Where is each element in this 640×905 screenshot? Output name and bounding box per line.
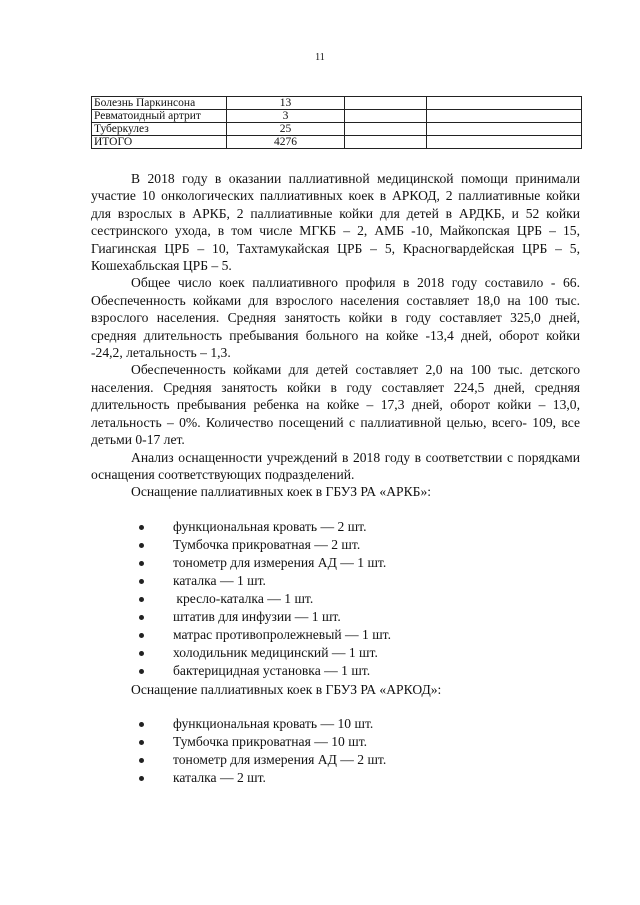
document-body — [91, 170, 580, 787]
list-item — [91, 590, 580, 608]
table-cell-empty — [427, 97, 582, 110]
paragraph-equipment-analysis: Анализ оснащенности учреждений в 2018 году в соответствии с порядками оснащения соответствующих подразделений. — [91, 449, 580, 482]
list-item — [91, 554, 580, 572]
table-cell-disease: Болезнь Паркинсона — [92, 97, 227, 110]
bullet-icon — [139, 615, 144, 620]
list-item-text: функциональная кровать — 2 шт. — [173, 518, 367, 534]
list-item-text: каталка — 2 шт. — [173, 770, 266, 786]
disease-table — [91, 96, 582, 149]
list-item — [91, 626, 580, 644]
bullet-icon — [139, 776, 144, 781]
table-cell-empty — [427, 110, 582, 123]
list-item — [91, 715, 580, 733]
bullet-icon — [139, 651, 144, 656]
list-item — [91, 608, 580, 626]
bullet-icon — [139, 597, 144, 602]
bullet-icon — [139, 633, 144, 638]
table-cell-total-value: 4276 — [227, 136, 345, 149]
equipment-list-arkb — [91, 518, 580, 681]
bullet-icon — [139, 740, 144, 745]
table-cell-empty — [427, 123, 582, 136]
list-item — [91, 536, 580, 554]
list-item-text: тонометр для измерения АД — 1 шт. — [173, 554, 387, 570]
table-cell-count: 25 — [227, 123, 345, 136]
page-number: 11 — [315, 52, 325, 63]
list-item-text: бактерицидная установка — 1 шт. — [173, 663, 371, 679]
table-row-total — [92, 136, 582, 149]
list-item — [91, 662, 580, 680]
bullet-icon — [139, 525, 144, 530]
list-item-text: тонометр для измерения АД — 2 шт. — [173, 752, 387, 768]
paragraph-participation: В 2018 году в оказании паллиативной медицинской помощи принимали участие 10 онкологических паллиативных коек в АРКОД, 2 паллиативные койки для взрослых в АРКБ, 2 паллиативные койки для детей в АРДКБ, и 52 койки сестринского ухода, в том числе МГКБ – 2, АМБ -10, Майкопская ЦРБ – 15, Гиагинская ЦРБ – 10, Тахтамукайская ЦРБ – 5, Красногвардейская ЦРБ – 5, Кошехабльская ЦРБ – 5. — [91, 171, 580, 274]
table-cell-disease: Ревматоидный артрит — [92, 110, 227, 123]
list-item — [91, 518, 580, 536]
list-item-text: Тумбочка прикроватная — 2 шт. — [173, 536, 361, 552]
bullet-icon — [139, 543, 144, 548]
table-cell-empty — [345, 110, 427, 123]
table-cell-empty — [345, 136, 427, 149]
list-item-text: штатив для инфузии — 1 шт. — [173, 609, 341, 625]
equipment-heading-arkb: Оснащение паллиативных коек в ГБУЗ РА «АРКБ»: — [131, 484, 432, 500]
list-item — [91, 572, 580, 590]
list-item-text: кресло-каталка — 1 шт. — [173, 591, 314, 607]
equipment-list-arkod — [91, 715, 580, 787]
list-item — [91, 733, 580, 751]
list-item-text: каталка — 1 шт. — [173, 573, 266, 588]
table-row — [92, 123, 582, 136]
bullet-icon — [139, 561, 144, 566]
bullet-icon — [139, 722, 144, 727]
list-item-text: холодильник медицинский — 1 шт. — [173, 645, 378, 661]
paragraph-adult-beds: Общее число коек паллиативного профиля в 2018 году составило - 66. Обеспеченность койками для взрослого населения составляет 18,0 на 100 тыс. взрослого населения. Средняя занятость койки в году составляет 325,0 дней, средняя длительность пребывания больного на койке -13,4 дней, оборот койки -24,2, летальность – 1,3. — [91, 275, 580, 361]
bullet-icon — [139, 579, 144, 584]
list-item-text: матрас противопролежневый — 1 шт. — [173, 627, 391, 643]
list-item — [91, 644, 580, 662]
list-item — [91, 769, 580, 787]
table-cell-disease: Туберкулез — [92, 123, 227, 136]
paragraph-child-beds: Обеспеченность койками для детей составляет 2,0 на 100 тыс. детского населения. Средняя занятость койки в году составляет 224,5 дней, средняя длительность пребывания ребенка на койке – 17,3 дней, оборот койки – 13,0, летальность – 0%. Количество посещений с паллиативной целью, всего- 109, все детьми 0-17 лет. — [91, 362, 580, 448]
table-cell-total-label: ИТОГО — [92, 136, 227, 149]
table-cell-empty — [427, 136, 582, 149]
list-item-text: Тумбочка прикроватная — 10 шт. — [173, 734, 368, 750]
list-item-text: функциональная кровать — 10 шт. — [173, 715, 374, 731]
table-row — [92, 97, 582, 110]
table-cell-empty — [345, 97, 427, 110]
equipment-heading-arkod: Оснащение паллиативных коек в ГБУЗ РА «АРКОД»: — [131, 681, 442, 697]
table-cell-count: 3 — [227, 110, 345, 123]
table-cell-count: 13 — [227, 97, 345, 110]
table-cell-empty — [345, 123, 427, 136]
bullet-icon — [139, 669, 144, 674]
list-item — [91, 751, 580, 769]
bullet-icon — [139, 758, 144, 763]
table-row — [92, 110, 582, 123]
